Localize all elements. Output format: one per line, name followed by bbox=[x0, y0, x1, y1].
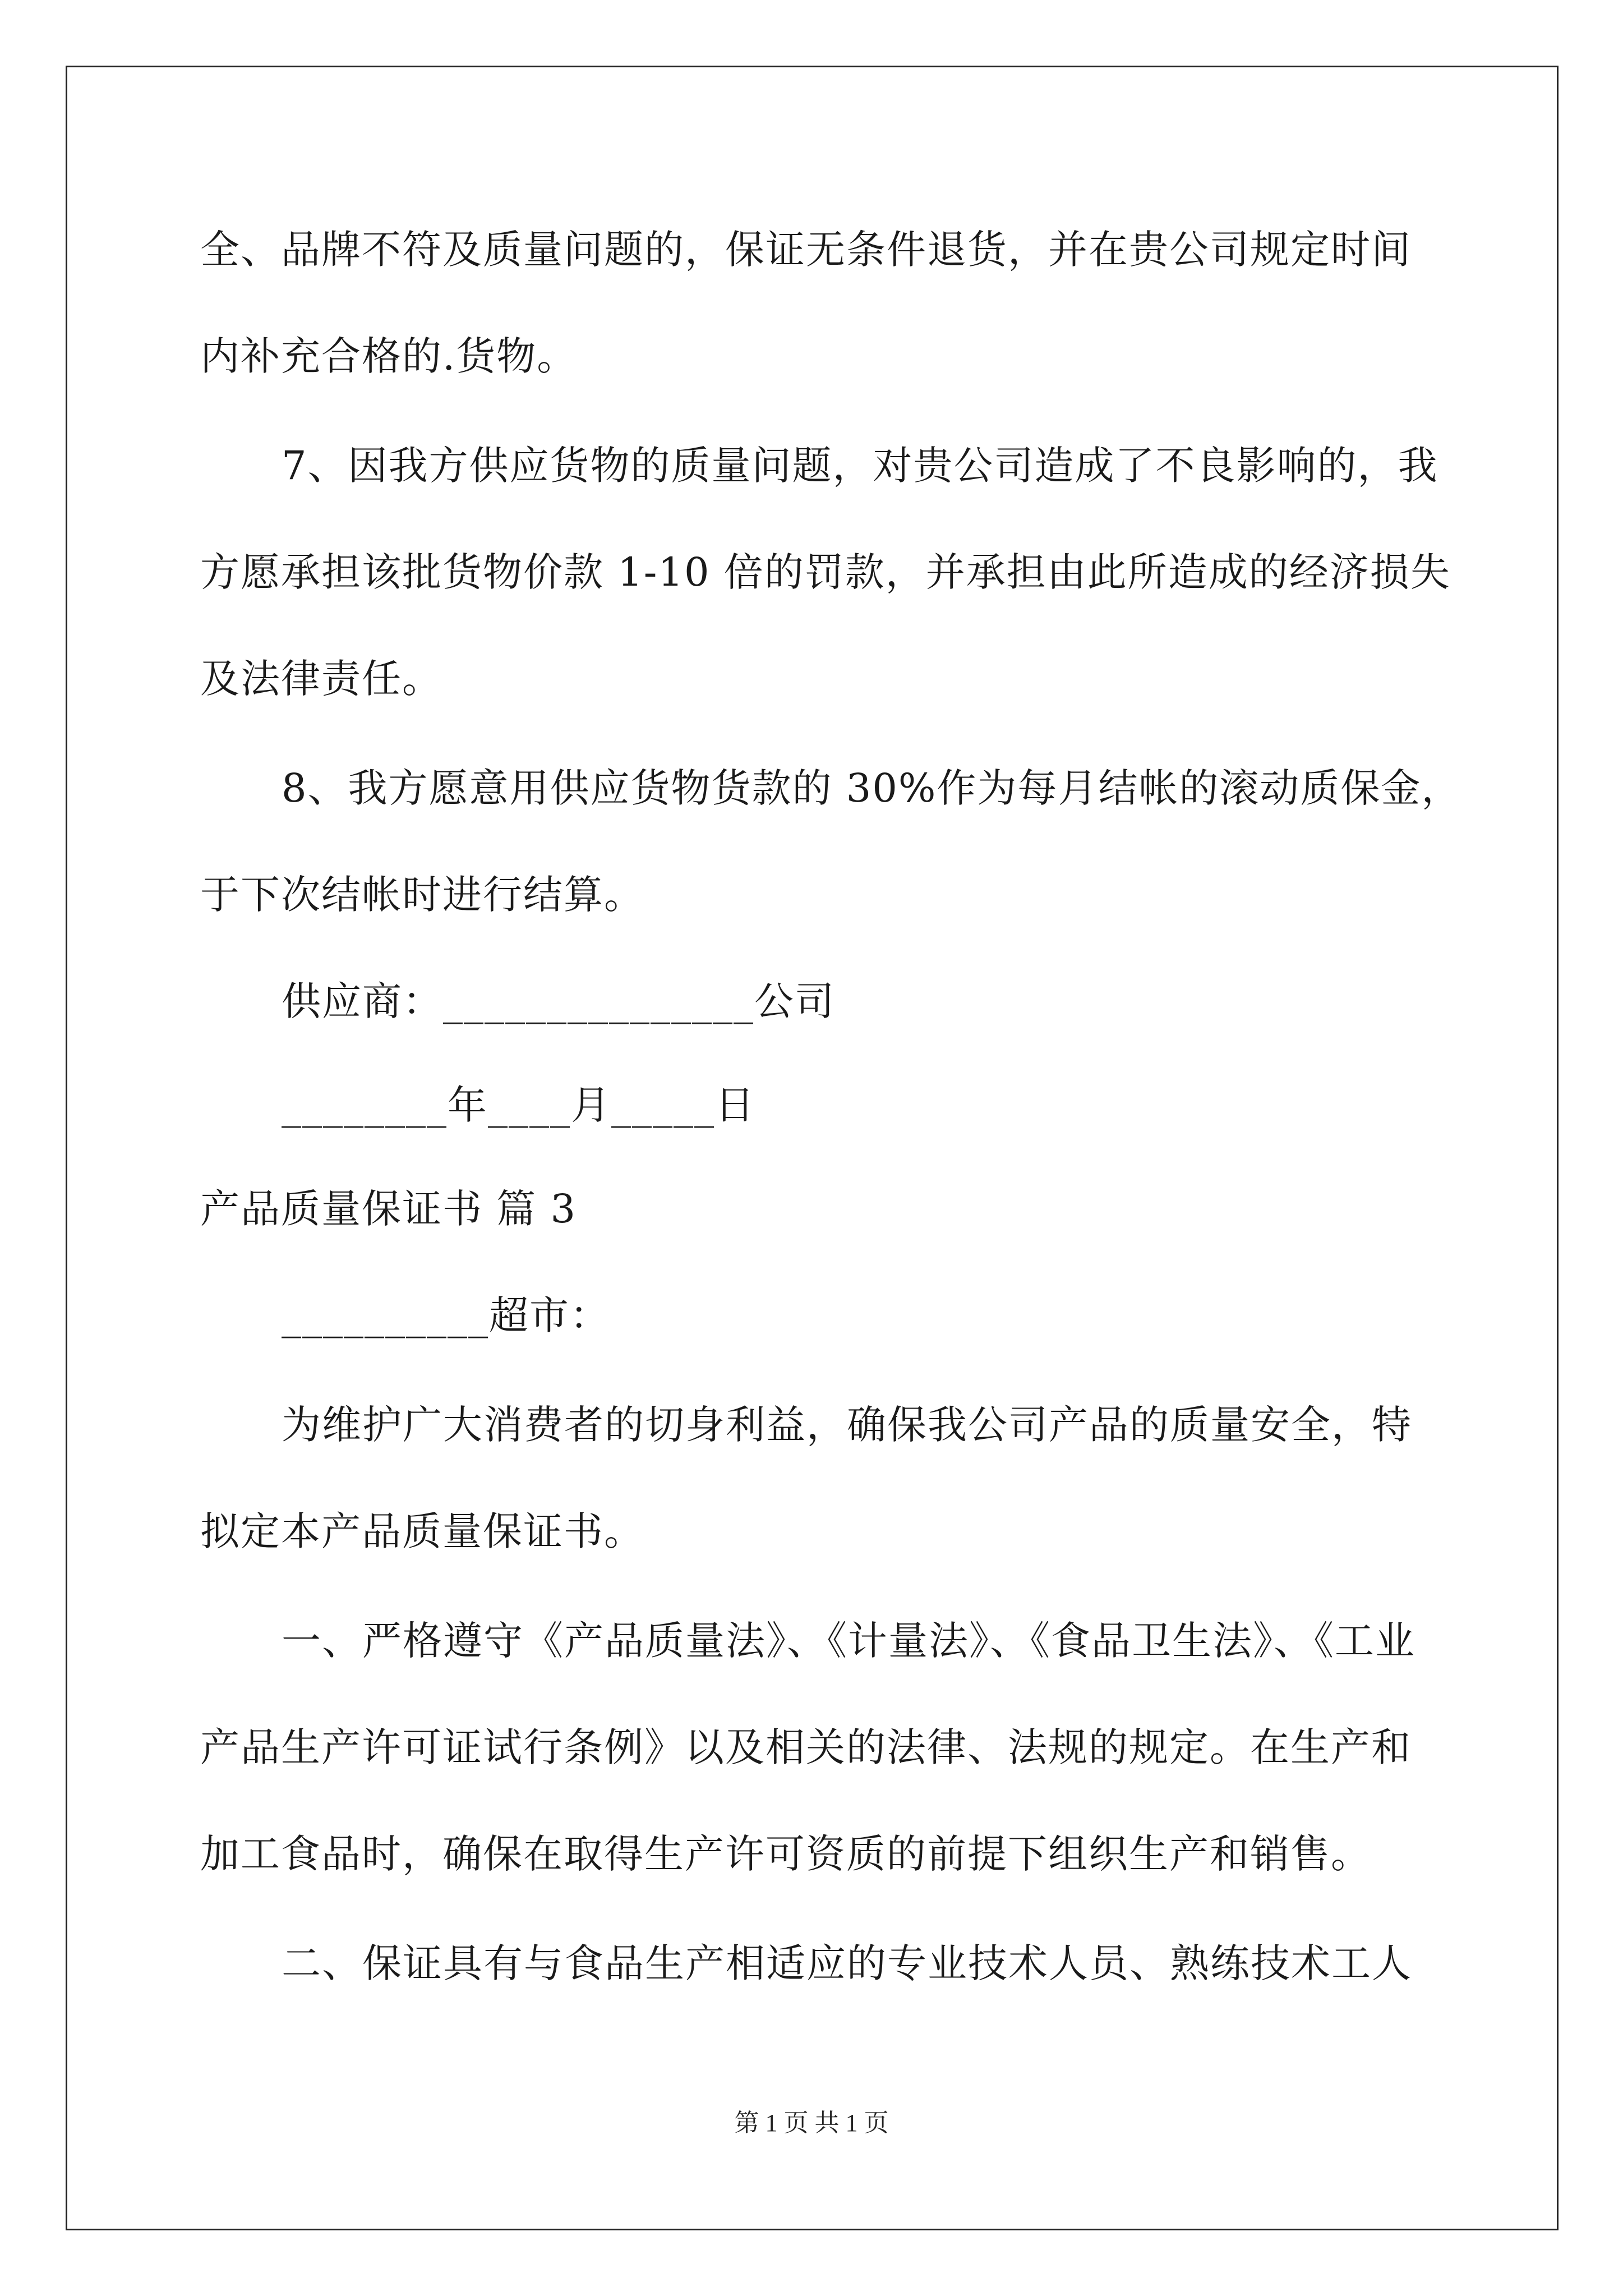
text-line: 产品生产许可证试行条例》以及相关的法律、法规的规定。在生产和 bbox=[200, 1724, 1412, 1770]
text-line: 加工食品时，确保在取得生产许可资质的前提下组织生产和销售。 bbox=[200, 1831, 1371, 1877]
text-line: 二、保证具有与食品生产相适应的专业技术人员、熟练技术工人 bbox=[282, 1940, 1412, 1986]
text-line: 为维护广大消费者的切身利益，确保我公司产品的质量安全，特 bbox=[282, 1402, 1412, 1448]
section-heading: 产品质量保证书 篇 3 bbox=[200, 1186, 577, 1232]
text-line: 一、严格遵守《产品质量法》、《计量法》、《食品卫生法》、《工业 bbox=[282, 1618, 1415, 1664]
page-footer: 第 1 页 共 1 页 bbox=[734, 2109, 889, 2137]
page-border bbox=[66, 66, 1559, 2230]
supplier-line: 供应商：_______________公司 bbox=[282, 978, 835, 1024]
date-line: ________年____月_____日 bbox=[282, 1082, 755, 1128]
text-line: 及法律责任。 bbox=[200, 656, 442, 702]
text-line: 方愿承担该批货物价款 1-10 倍的罚款，并承担由此所造成的经济损失 bbox=[200, 549, 1451, 595]
addressee-line: __________超市： bbox=[282, 1292, 610, 1338]
text-line: 全、品牌不符及质量问题的，保证无条件退货，并在贵公司规定时间 bbox=[200, 227, 1412, 273]
text-line: 内补充合格的.货物。 bbox=[200, 333, 578, 379]
text-line: 于下次结帐时进行结算。 bbox=[200, 872, 644, 918]
text-line: 拟定本产品质量保证书。 bbox=[200, 1508, 644, 1554]
text-line: 8、我方愿意用供应货物货款的 30%作为每月结帐的滚动质保金， bbox=[282, 765, 1462, 811]
text-line: 7、因我方供应货物的质量问题，对贵公司造成了不良影响的，我 bbox=[282, 443, 1438, 489]
